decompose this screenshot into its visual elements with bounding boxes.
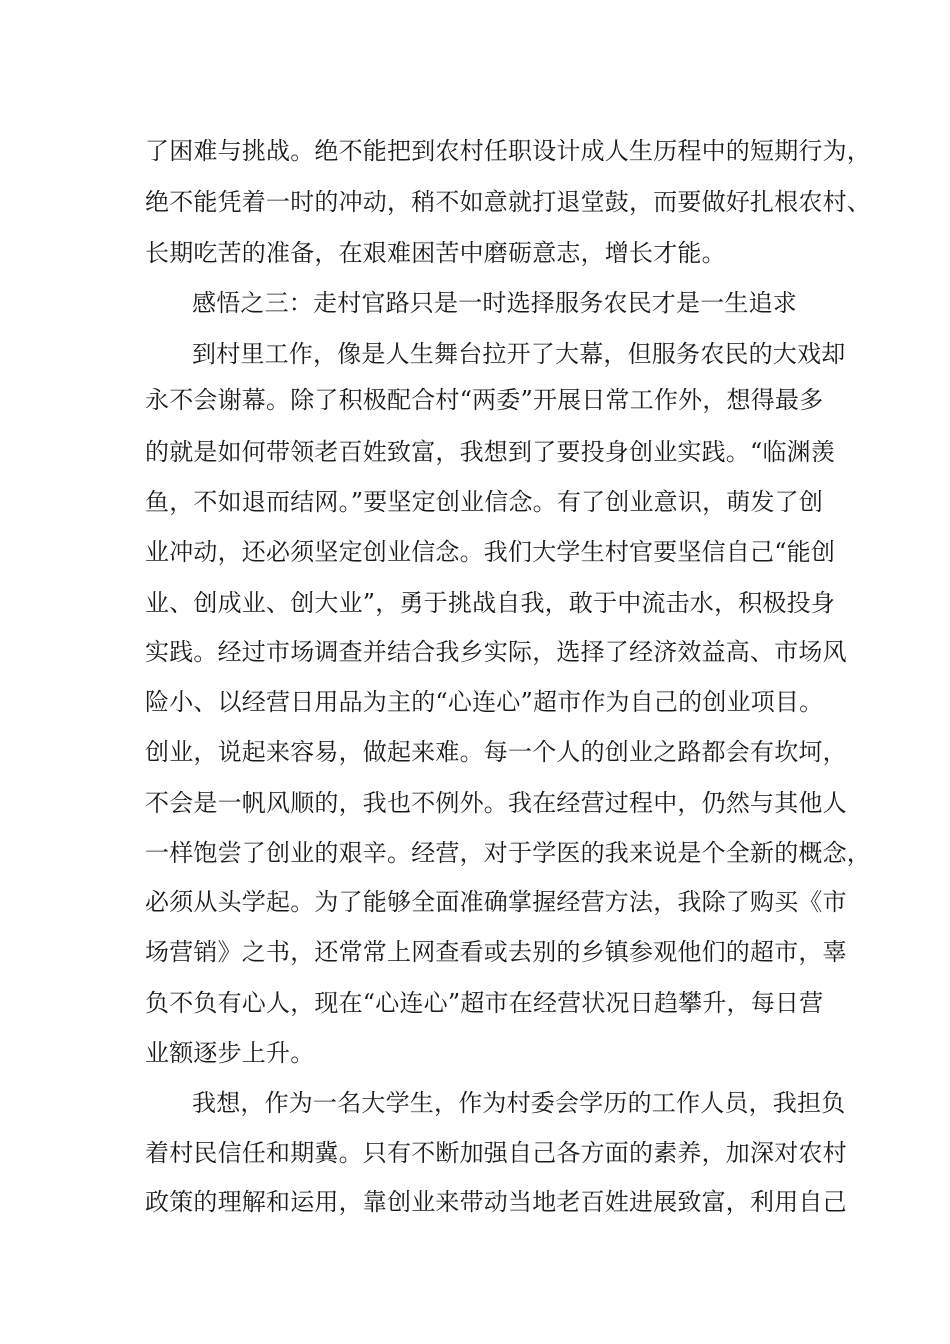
text-line: 不会是一帆风顺的，我也不例外。我在经营过程中，仍然与其他人 xyxy=(145,789,847,817)
text-line: 实践。经过市场调查并结合我乡实际，选择了经济效益高、市场风 xyxy=(145,638,847,666)
text-line: 险小、以经营日用品为主的“心连心”超市作为自己的创业项目。 xyxy=(145,688,824,716)
text-line: 政策的理解和运用，靠创业来带动当地老百姓进展致富，利用自己 xyxy=(145,1188,847,1216)
text-line: 到村里工作，像是人生舞台拉开了大幕，但服务农民的大戏却 xyxy=(192,340,846,368)
text-line: 负不负有心人，现在“心连心”超市在经营状况日趋攀升，每日营 xyxy=(145,989,824,1017)
text-line: 一样饱尝了创业的艰辛。经营，对于学医的我来说是个全新的概念， xyxy=(145,839,871,867)
text-line: 业冲动，还必须坚定创业信念。我们大学生村官要坚信自己“能创 xyxy=(145,538,836,566)
text-line: 长期吃苦的准备，在艰难困苦中磨砺意志，增长才能。 xyxy=(145,239,726,267)
text-line: 场营销》之书，还常常上网查看或去别的乡镇参观他们的超市，辜 xyxy=(145,938,847,966)
text-line: 永不会谢幕。除了积极配合村“两委”开展日常工作外，想得最多 xyxy=(145,386,824,414)
text-line: 必须从头学起。为了能够全面准确掌握经营方法，我除了购买《市 xyxy=(145,888,847,916)
text-line: 创业，说起来容易，做起来难。每一个人的创业之路都会有坎坷， xyxy=(145,738,847,766)
section-heading: 感悟之三：走村官路只是一时选择服务农民才是一生追求 xyxy=(192,289,797,317)
text-line: 业、创成业、创大业”，勇于挑战自我，敢于中流击水，积极投身 xyxy=(145,589,836,617)
text-line: 业额逐步上升。 xyxy=(145,1039,315,1067)
text-line: 的就是如何带领老百姓致富，我想到了要投身创业实践。“临渊羡 xyxy=(145,438,836,466)
text-line: 着村民信任和期冀。只有不断加强自己各方面的素养，加深对农村 xyxy=(145,1139,847,1167)
text-line: 了困难与挑战。绝不能把到农村任职设计成人生历程中的短期行为， xyxy=(145,137,871,165)
text-line: 绝不能凭着一时的冲动，稍不如意就打退堂鼓，而要做好扎根农村、 xyxy=(145,188,871,216)
text-line: 鱼，不如退而结网。”要坚定创业信念。有了创业意识，萌发了创 xyxy=(145,488,824,516)
text-line: 我想，作为一名大学生，作为村委会学历的工作人员，我担负 xyxy=(192,1089,846,1117)
